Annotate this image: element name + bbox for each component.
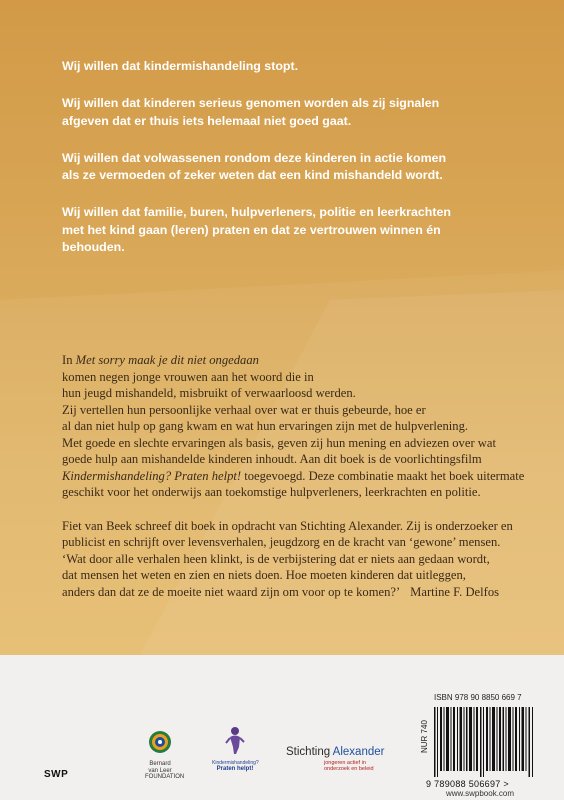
description-line: Zij vertellen hun persoonlijke verhaal over wat er thuis gebeurde, hoe er bbox=[62, 402, 426, 417]
description-line bbox=[62, 468, 532, 485]
isbn-barcode-block bbox=[420, 693, 560, 799]
description-line: komen negen jonge vrouwen aan het woord die in bbox=[62, 369, 314, 384]
manifesto-line: Wij willen dat familie, buren, hulpverleners, politie en leerkrachten bbox=[62, 205, 451, 220]
description-line: goede hulp aan mishandelde kinderen inhoudt. Aan dit boek is de voorlichtingsfilm bbox=[62, 452, 482, 466]
book-title: Met sorry maak je dit niet ongedaan bbox=[75, 353, 259, 367]
blf-line: van Leer bbox=[148, 767, 172, 774]
manifesto-line: met het kind gaan (leren) praten en dat ze vertrouwen winnen én bbox=[62, 222, 441, 237]
bernard-van-leer-emblem-icon bbox=[148, 730, 172, 754]
bernard-van-leer-logo bbox=[145, 730, 185, 781]
author-paragraph bbox=[62, 518, 532, 551]
description-line: al dan niet hulp op gang kwam en wat hun ervaringen zijn met de hulpverlening. bbox=[62, 419, 469, 433]
manifesto-line: Wij willen dat volwassenen rondom deze kinderen in actie komen bbox=[62, 150, 447, 165]
website-url: www.swpbook.com bbox=[446, 789, 515, 798]
film-suffix: toegevoegd. Deze combinatie maakt het boek uitermate bbox=[241, 468, 525, 483]
manifesto-paragraph-2 bbox=[62, 95, 522, 130]
description-paragraph bbox=[62, 352, 532, 501]
manifesto-paragraph-3 bbox=[62, 150, 522, 185]
footer-band bbox=[0, 655, 564, 800]
film-title: Kindermishandeling? Praten helpt! bbox=[62, 468, 242, 483]
praten-helpt-text bbox=[212, 760, 258, 772]
stichting-alexander-logo bbox=[286, 742, 384, 772]
quote-line bbox=[62, 584, 532, 601]
description-line bbox=[62, 352, 532, 369]
blf-line: FOUNDATION bbox=[145, 774, 185, 780]
swp-logo: SWP bbox=[44, 769, 69, 780]
stichting-word: Stichting bbox=[286, 746, 333, 758]
manifesto-line: afgeven dat er thuis iets helemaal niet goed gaat. bbox=[62, 113, 352, 128]
bernard-van-leer-text bbox=[145, 761, 185, 781]
description-line: hun jeugd mishandeld, misbruikt of verwaarloosd werden. bbox=[62, 386, 356, 400]
endorsement-quote bbox=[62, 551, 532, 601]
quote-line: ‘Wat door alle verhalen heen klinkt, is de verbijstering dat er niets aan gedaan wordt, bbox=[62, 551, 490, 566]
kph-line: Praten helpt! bbox=[216, 766, 254, 772]
kph-line: Kindermishandeling? bbox=[212, 760, 259, 766]
manifesto-paragraph-4 bbox=[62, 204, 522, 256]
description-line: geschikt voor het onderwijs aan toekomstige hulpverleners, leerkrachten en politie. bbox=[62, 485, 481, 499]
manifesto-line: Wij willen dat kinderen serieus genomen worden als zij signalen bbox=[62, 96, 440, 111]
manifesto-line: behouden. bbox=[62, 240, 125, 255]
alexander-word: Alexander bbox=[332, 746, 385, 758]
manifesto-text bbox=[62, 58, 522, 276]
quote-author: Martine F. Delfos bbox=[410, 584, 500, 599]
isbn-text: ISBN 978 90 8850 669 7 bbox=[434, 693, 522, 702]
alexander-tagline bbox=[324, 760, 384, 772]
blf-line: Bernard bbox=[149, 761, 171, 767]
tagline-line: onderzoek en beleid bbox=[324, 766, 374, 772]
manifesto-line-1: Wij willen dat kindermishandeling stopt. bbox=[62, 59, 299, 73]
barcode-icon bbox=[434, 707, 534, 777]
author-line: Fiet van Beek schreef dit boek in opdracht van Stichting Alexander. Zij is onderzoeker en bbox=[62, 518, 513, 533]
author-line: publicist en schrijft over levensverhalen, jeugdzorg en de kracht van ‘gewone’ mensen. bbox=[62, 535, 501, 549]
child-figure-icon bbox=[223, 725, 247, 755]
quote-line: dat mensen het weten en zien en niets doen. Hoe moeten kinderen dat uitleggen, bbox=[62, 568, 466, 582]
stichting-alexander-name bbox=[286, 746, 384, 758]
praten-helpt-logo bbox=[212, 725, 258, 772]
intro-prefix: In bbox=[62, 353, 76, 367]
manifesto-line: als ze vermoeden of zeker weten dat een kind mishandeld wordt. bbox=[62, 168, 443, 183]
description-line: Met goede en slechte ervaringen als basis, geven zij hun mening en adviezen over wat bbox=[62, 435, 496, 450]
book-description bbox=[62, 352, 532, 600]
quote-text: anders dan dat ze de moeite niet waard zijn om voor op te komen?’ bbox=[62, 584, 401, 599]
tagline-line: jongeren actief in bbox=[324, 760, 366, 766]
barcode-number: 9 789088 506697 > bbox=[426, 779, 509, 789]
nur-code: NUR 740 bbox=[420, 720, 429, 753]
